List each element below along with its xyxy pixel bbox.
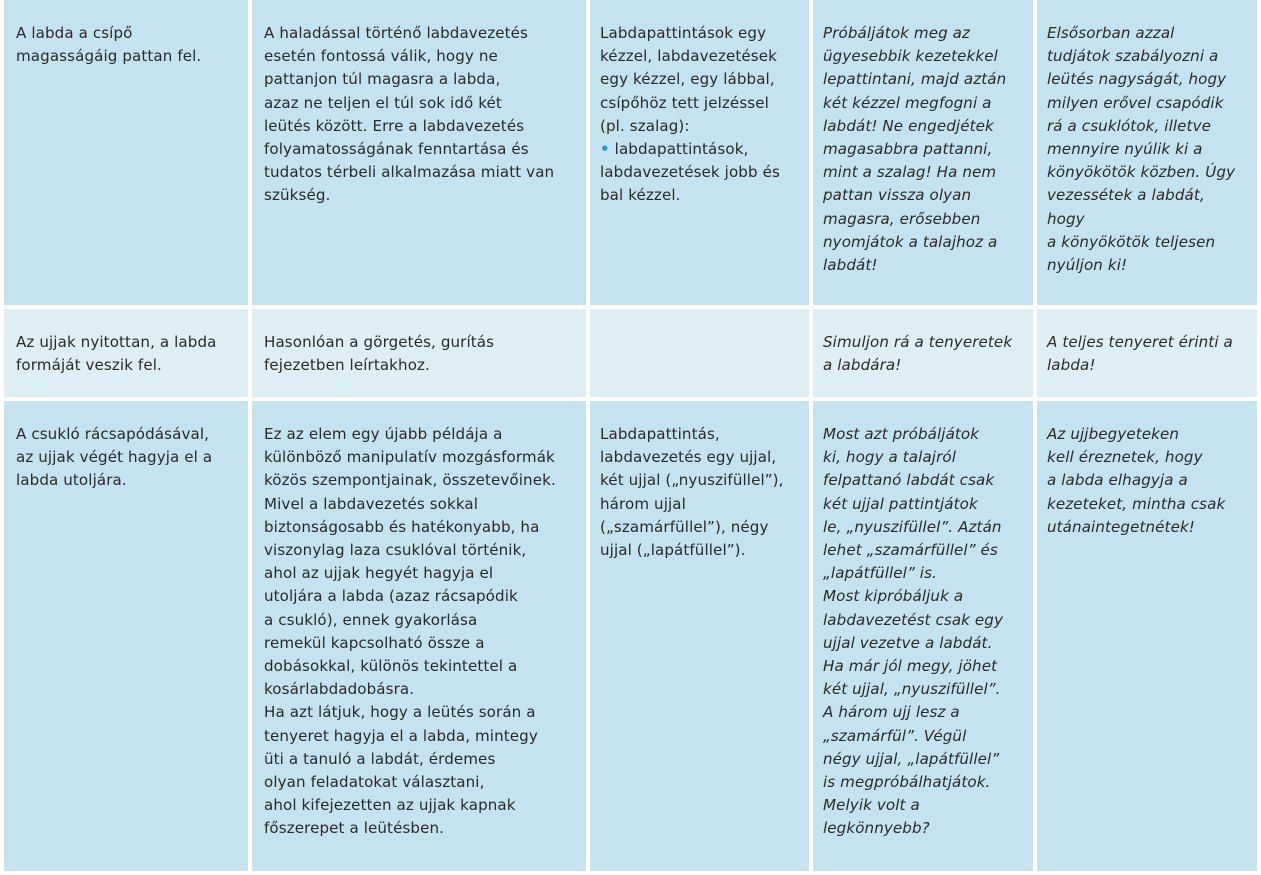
cell-characteristic: A csukló rácsapódásával, az ujjak végét hagyja el a labda utoljára.: [4, 401, 248, 871]
method-table: [4, 0, 1257, 875]
cell-feedback: Az ujjbegyeteken kell éreznetek, hogy a labda elhagyja a kezeteket, mintha csak utánaintegetnétek!: [1037, 401, 1257, 871]
cell-characteristic: A labda a csípő magasságáig pattan fel.: [4, 0, 248, 305]
table-row: [4, 0, 1257, 305]
cell-exercises: [590, 0, 809, 305]
table-row: [4, 309, 1257, 397]
cell-feedback: Elsősorban azzal tudjátok szabályozni a leütés nagyságát, hogy milyen erővel csapódik rá a csuklótok, illetve mennyire nyúlik ki a könyökötök közben. Úgy vezessétek a labdát, hogy a könyökötök teljesen nyúljon ki!: [1037, 0, 1257, 305]
cell-explanation: A haladással történő labdavezetés esetén fontossá válik, hogy ne pattanjon túl magasra a labda, azaz ne teljen el túl sok idő két leütés között. Erre a labdavezetés folyamatosságának fenntartása és tudatos térbeli alkalmazása miatt van szükség.: [252, 0, 586, 305]
cell-exercises: Labdapattintás, labdavezetés egy ujjal, két ujjal („nyuszifüllel”), három ujjal („szamárfüllel”), négy ujjal („lapátfüllel”).: [590, 401, 809, 871]
cell-explanation: Hasonlóan a görgetés, gurítás fejezetben leírtakhoz.: [252, 309, 586, 397]
exercise-list-item-text: labdapattintások, labdavezetések jobb és bal kézzel.: [600, 140, 780, 205]
cell-feedback: A teljes tenyeret érinti a labda!: [1037, 309, 1257, 397]
cell-instruction: Simuljon rá a tenyeretek a labdára!: [813, 309, 1033, 397]
cell-characteristic: Az ujjak nyitottan, a labda formáját veszik fel.: [4, 309, 248, 397]
cell-instruction: Próbáljátok meg az ügyesebbik kezetekkel lepattintani, majd aztán két kézzel megfogni a labdát! Ne engedjétek magasabbra pattanni, mint a szalag! Ha nem pattan vissza olyan magasra, erősebben nyomjátok a talajhoz a labdát!: [813, 0, 1033, 305]
exercise-list-item: [600, 138, 797, 208]
exercise-text: Labdapattintások egy kézzel, labdavezetések egy kézzel, egy lábbal, csípőhöz tett jelzéssel (pl. szalag):: [600, 24, 777, 135]
cell-instruction: Most azt próbáljátok ki, hogy a talajról felpattanó labdát csak két ujjal pattintjátok le, „nyuszifüllel”. Aztán lehet „szamárfüllel” és „lapátfüllel” is. Most kipróbáljuk a labdavezetést csak egy ujjal vezetve a labdát. Ha már jól megy, jöhet két ujjal, „nyuszifüllel”. A három ujj lesz a „szamárfül”. Végül négy ujjal, „lapátfüllel” is megpróbálhatjátok. Melyik volt a legkönnyebb?: [813, 401, 1033, 871]
cell-explanation: Ez az elem egy újabb példája a különböző manipulatív mozgásformák közös szempontjainak, összetevőinek. Mivel a labdavezetés sokkal biztonságosabb és hatékonyabb, ha viszonylag laza csuklóval történik, ahol az ujjak hegyét hagyja el utoljára a labda (azaz rácsapódik a csukló), ennek gyakorlása remekül kapcsolható össze a dobásokkal, különös tekintettel a kosárlabdadobásra. Ha azt látjuk, hogy a leütés során a tenyeret hagyja el a labda, mintegy üti a tanuló a labdát, érdemes olyan feladatokat választani, ahol kifejezetten az ujjak kapnak főszerepet a leütésben.: [252, 401, 586, 871]
cell-exercises: [590, 309, 809, 397]
bullet-icon: •: [600, 140, 610, 159]
table-row: [4, 401, 1257, 871]
